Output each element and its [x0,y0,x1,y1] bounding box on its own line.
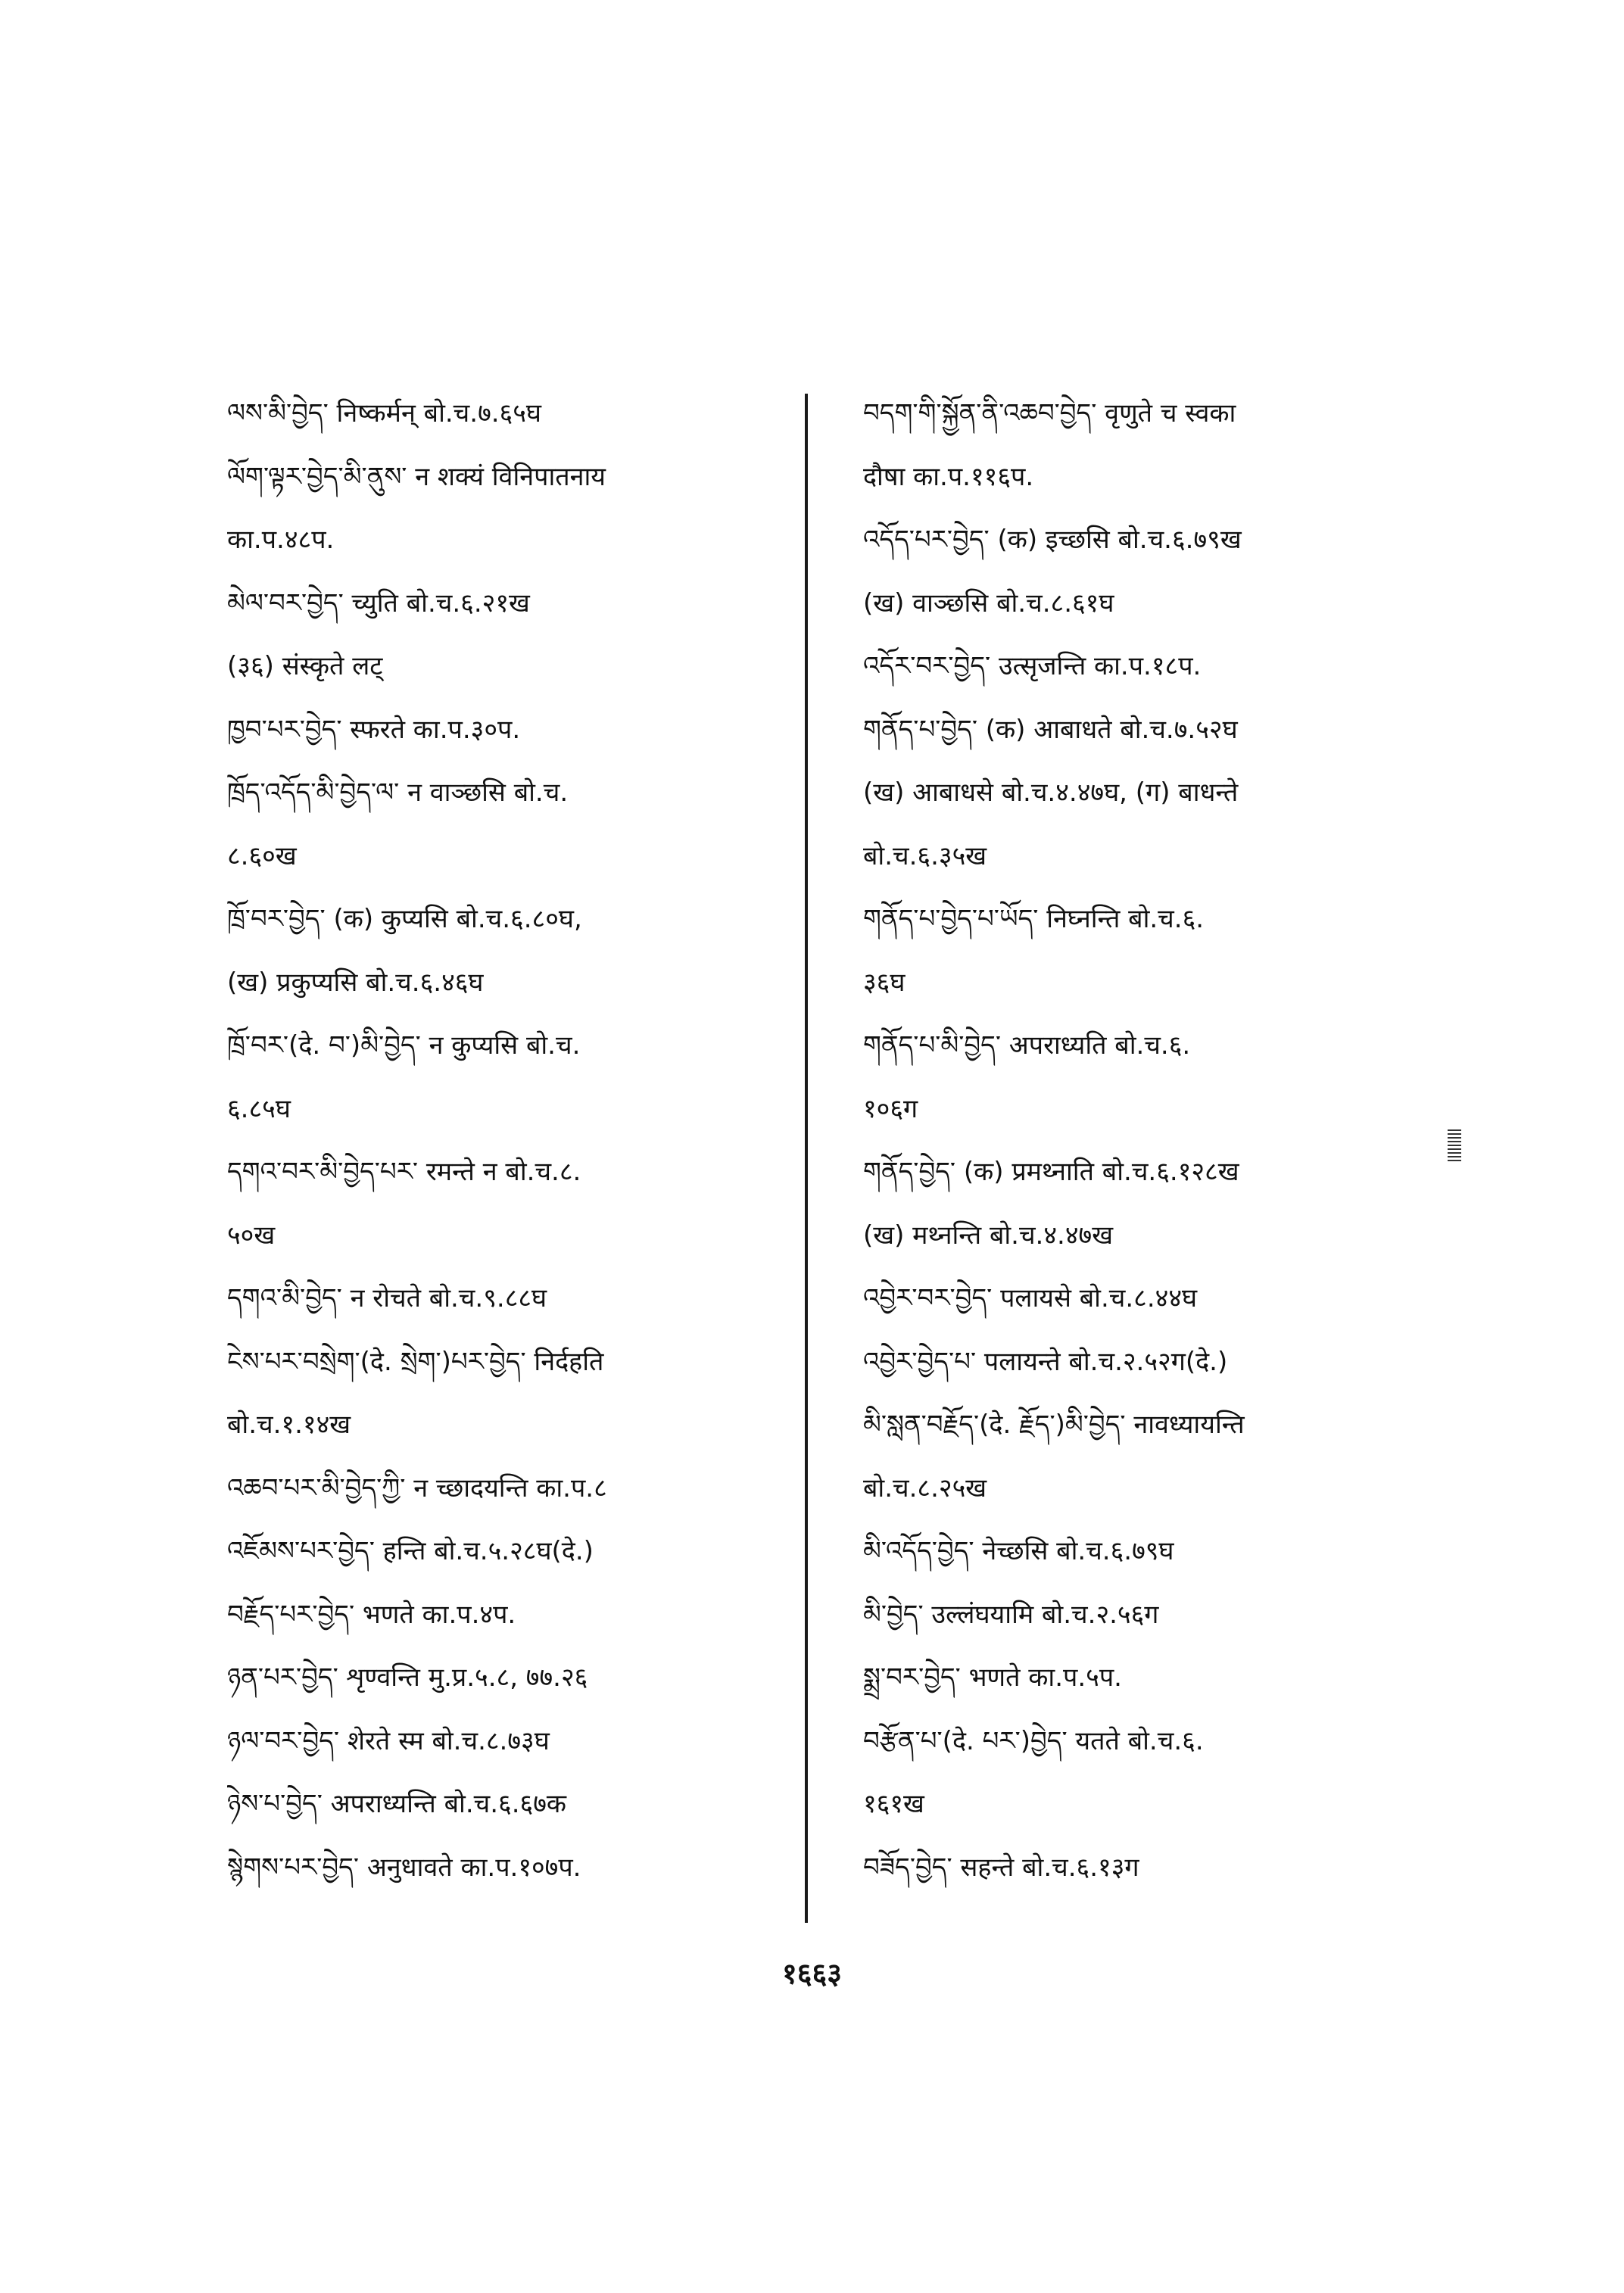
right-line: གནོད་པ་མི་བྱེད་ अपराध्यति बो.च.६. [863,1030,1191,1061]
right-line: བརྩོན་པ་(दे. པར་)བྱེད་ यतते बो.च.६. [863,1725,1204,1756]
right-line: གནོད་བྱེད་ (क) प्रमथ्नाति बो.च.६.१२८ख [863,1157,1239,1187]
left-line: ལས་མི་བྱེད་ निष्कर्मन् बो.च.७.६५घ [227,398,542,428]
left-line: ཁྲོ་བར་(दे. བ་)མི་བྱེད་ न कुप्यसि बो.च. [227,1030,581,1061]
margin-ruler-mark [1448,1129,1461,1161]
right-line: འབྱེར་བར་བྱེད་ पलायसे बो.च.८.४४घ [863,1283,1198,1313]
left-line: ཉེས་པ་བྱེད་ अपराध्यन्ति बो.च.६.६७क [227,1789,566,1819]
left-line: ཁྱབ་པར་བྱེད་ स्फरते का.प.३०प. [227,714,521,745]
left-line: ८.६०ख [227,840,297,871]
left-line: ངེས་པར་བསྲེག་(दे. སྲེག་)པར་བྱེད་ निर्दहति [227,1346,604,1377]
right-line: १६१ख [863,1789,924,1819]
right-line: གནོད་པ་བྱེད་ (क) आबाधते बो.च.७.५२घ [863,714,1238,745]
right-line: གནོད་པ་བྱེད་པ་ཡོད་ निघ्नन्ति बो.च.६. [863,904,1205,934]
right-line: बो.च.८.२५ख [863,1472,987,1503]
right-line: མི་སླན་བརྗོད་(दे. རྗོད་)མི་བྱེད་ नावध्यायन्ति [863,1410,1245,1440]
right-line: १०६ग [863,1093,918,1124]
right-line: འབྱེར་བྱེད་པ་ पलायन्ते बो.च.२.५२ग(दे.) [863,1346,1228,1377]
left-line: ५०ख [227,1220,276,1251]
left-line: ཁྲོད་འདོད་མི་བྱེད་ལ་ न वाञ्छसि बो.च. [227,777,569,808]
right-line: བདག་གི་སྐྱོན་ནི་འཆབ་བྱེད་ वृणुते च स्वका [863,398,1236,428]
left-line: དགའ་མི་བྱེད་ न रोचते बो.च.९.८८घ [227,1283,547,1313]
left-line: ६.८५घ [227,1093,291,1124]
left-line: འཆབ་པར་མི་བྱེད་ཀྱི་ न च्छादयन्ति का.प.८ [227,1472,607,1503]
left-line: ཉལ་བར་བྱེད་ शेरते स्म बो.च.८.७३घ [227,1725,550,1756]
left-line: बो.च.१.१४ख [227,1410,351,1440]
left-line: ཉན་པར་བྱེད་ शृण्वन्ति मु.प्र.५.८, ७७.२६ [227,1662,588,1693]
right-line: दौषा का.प.११६प. [863,461,1034,492]
left-line: བརྗོད་པར་བྱེད་ भणते का.प.४प. [227,1599,516,1630]
left-line: (३६) संस्कृते लट् [227,651,383,681]
right-column [863,382,1439,1899]
right-line: མི་འདོད་བྱེད་ नेच्छसि बो.च.६.७९घ [863,1536,1174,1566]
right-line: བཟོད་བྱེད་ सहन्ते बो.च.६.१३ग [863,1852,1139,1883]
left-line: འཇོམས་པར་བྱེད་ हन्ति बो.च.५.२८घ(दे.) [227,1536,594,1566]
right-line: སྨྲ་བར་བྱེད་ भणते का.प.५प. [863,1662,1122,1693]
left-line: का.प.४८प. [227,525,335,555]
right-line: ३६घ [863,967,906,998]
column-divider [805,394,808,1923]
left-line: ཁྲོ་བར་བྱེད་ (क) कुप्यसि बो.च.६.८०घ, [227,904,582,934]
right-line: འདོར་བར་བྱེད་ उत्सृजन्ति का.प.१८प. [863,651,1202,681]
right-line: (ख) वाञ्छसि बो.च.८.६१घ [863,587,1114,618]
right-line: (ख) आबाधसे बो.च.४.४७घ, (ग) बाधन्ते [863,777,1239,808]
left-line: དགའ་བར་མི་བྱེད་པར་ रमन्ते न बो.च.८. [227,1157,581,1187]
right-line: མི་བྱེད་ उल्लंघयामि बो.च.२.५६ग [863,1599,1159,1630]
right-line: འདོད་པར་བྱེད་ (क) इच्छसि बो.च.६.७९ख [863,525,1242,555]
left-line: (ख) प्रकुप्यसि बो.च.६.४६घ [227,967,484,998]
left-line: ལོག་ལྟར་བྱེད་མི་ནུས་ न शक्यं विनिपातनाय [227,461,606,492]
page-number: १६६३ [781,1957,843,1990]
left-column [227,382,795,1899]
left-line: མེལ་བར་བྱེད་ च्युति बो.च.६.२१ख [227,587,530,618]
left-line: སྙེགས་པར་བྱེད་ अनुधावते का.प.१०७प. [227,1852,581,1883]
right-line: बो.च.६.३५ख [863,840,987,871]
right-line: (ख) मथ्नन्ति बो.च.४.४७ख [863,1220,1114,1251]
